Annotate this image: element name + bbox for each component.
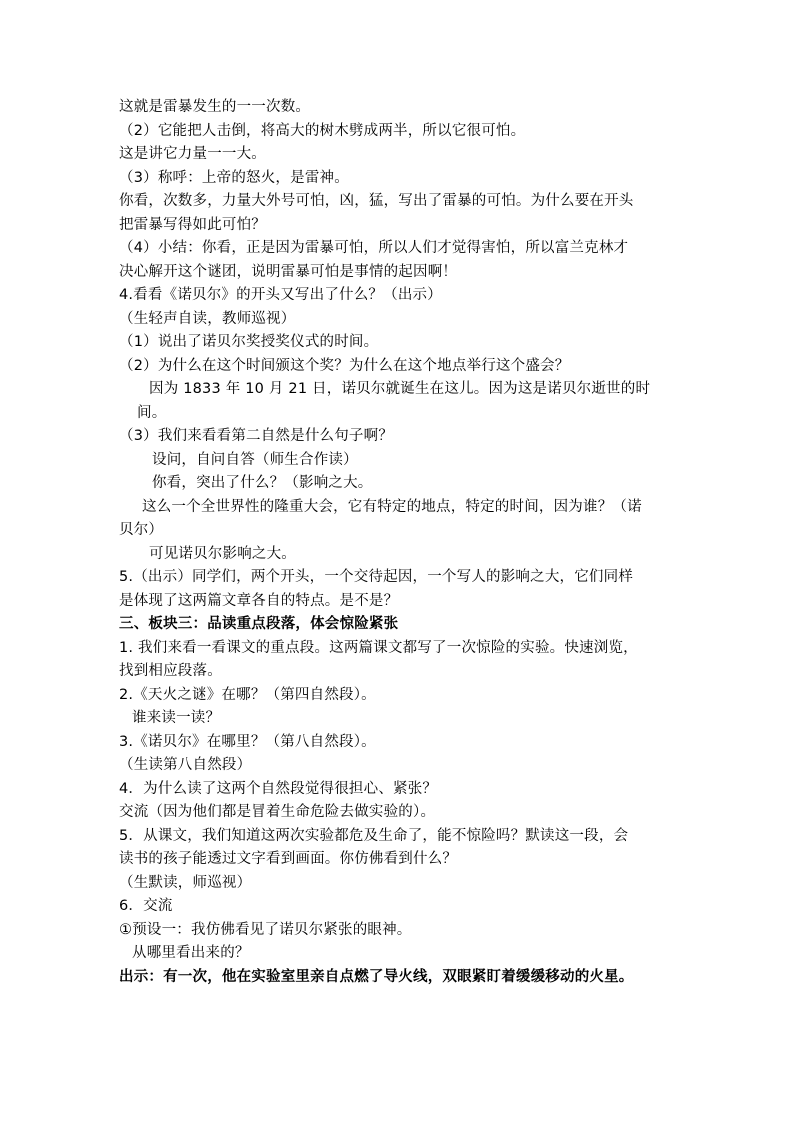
text-line: 这就是雷暴发生的一一次数。 xyxy=(119,99,311,115)
text-line: 4.看看《诺贝尔》的开头又写出了什么？（出示） xyxy=(119,287,442,303)
text-line: 是体现了这两篇文章各自的特点。是不是？ xyxy=(119,592,399,609)
text-line: ①预设一：我仿佛看见了诺贝尔紧张的眼神。 xyxy=(119,921,412,938)
text-line: （3）我们来看看第二自然是什么句子啊？ xyxy=(119,428,394,444)
document-body xyxy=(119,96,689,989)
heading-line: 三、板块三：品读重点段落，体会惊险紧张 xyxy=(119,616,399,632)
text-line: 交流（因为他们都是冒着生命危险去做实验的）。 xyxy=(119,804,436,820)
text-line: 1. 我们来看一看课文的重点段。这两篇课文都写了一次惊险的实验。快速浏览， xyxy=(119,639,638,656)
text-line: 把雷暴写得如此可怕？ xyxy=(119,216,266,233)
text-line: 3.《诺贝尔》在哪里？（第八自然段）。 xyxy=(119,733,376,750)
text-line: （3）称呼：上帝的怒火，是雷神。 xyxy=(119,169,349,186)
text-line: 这么一个全世界性的隆重大会，它有特定的地点，特定的时间，因为谁？（诺 xyxy=(142,498,642,515)
heading-line: 出示：有一次，他在实验室里亲自点燃了导火线，双眼紧盯着缓缓移动的火星。 xyxy=(119,968,634,985)
text-line: 找到相应段落。 xyxy=(119,663,222,679)
text-line: 决心解开这个谜团，说明雷暴可怕是事情的起因啊！ xyxy=(119,263,458,280)
text-line: 谁来读一读？ xyxy=(132,710,221,726)
text-line: 你看，突出了什么？（影响之大。 xyxy=(152,475,373,491)
text-line: （2）它能把人击倒，将高大的树木劈成两半，所以它很可怕。 xyxy=(119,122,526,139)
text-line: 设问，自问自答（师生合作读） xyxy=(152,451,358,468)
text-line: 因为 1833 年 10 月 21 日，诺贝尔就诞生在这儿。因为这是诺贝尔逝世的时 xyxy=(149,381,651,397)
text-line: 贝尔） xyxy=(119,522,164,538)
text-line: 5．从课文，我们知道这两次实验都危及生命了，能不惊险吗？默读这一段，会 xyxy=(119,827,629,844)
text-line: 6．交流 xyxy=(119,898,173,914)
text-line: 4．为什么读了这两个自然段觉得很担心、紧张？ xyxy=(119,780,438,797)
text-line: （1）说出了诺贝尔奖授奖仪式的时间。 xyxy=(119,334,379,350)
text-line: 间。 xyxy=(137,404,167,421)
text-line: （生默读，师巡视） xyxy=(119,874,252,891)
text-line: 5.（出示）同学们，两个开头，一个交待起因，一个写人的影响之大，它们同样 xyxy=(119,569,634,585)
text-line: 2.《天火之谜》在哪？（第四自然段）。 xyxy=(119,686,376,703)
text-line: （生读第八自然段） xyxy=(119,757,252,773)
text-line: 这是讲它力量一一大。 xyxy=(119,146,266,162)
text-line: （生轻声自读，教师巡视） xyxy=(119,310,296,327)
text-line: （4）小结：你看，正是因为雷暴可怕，所以人们才觉得害怕，所以富兰克林才 xyxy=(119,240,629,256)
text-line: 你看，次数多，力量大外号可怕，凶，猛，写出了雷暴的可怕。为什么要在开头 xyxy=(119,193,634,209)
text-line: 读书的孩子能透过文字看到画面。你仿佛看到什么？ xyxy=(119,851,458,867)
text-line: 从哪里看出来的？ xyxy=(132,945,250,961)
text-line: 可见诺贝尔影响之大。 xyxy=(149,545,296,562)
text-line: （2）为什么在这个时间颁这个奖？为什么在这个地点举行这个盛会？ xyxy=(119,357,570,374)
